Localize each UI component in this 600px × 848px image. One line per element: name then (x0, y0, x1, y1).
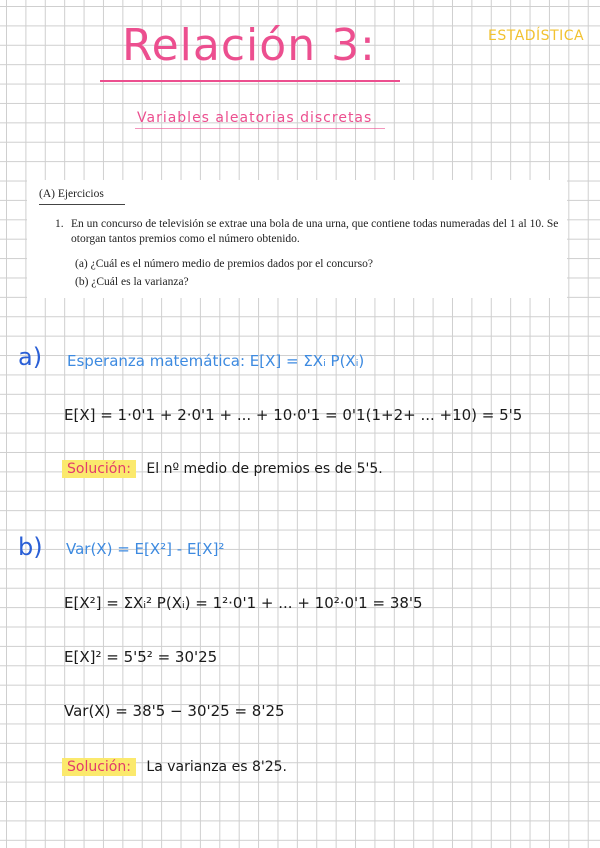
part-a-solution (62, 461, 383, 477)
question-a: (a) ¿Cuál es el número medio de premios dados por el concurso? (75, 258, 373, 270)
solution-label: Solución: (62, 758, 136, 776)
section-label: (A) Ejercicios (39, 188, 104, 200)
solution-text: El nº medio de premios es de 5'5. (146, 461, 383, 477)
part-b-solution (62, 759, 287, 775)
part-a-label: a) (18, 343, 43, 371)
part-b-label: b) (18, 533, 43, 561)
problem-text: En un concurso de televisión se extrae una bola de una urna, que contiene todas numeradas del 1 al 10. Se otorgan tantos premios como el número obtenido. (71, 218, 559, 245)
part-b-equation-2: E[X]² = 5'5² = 30'25 (64, 648, 218, 666)
part-b-equation-3: Var(X) = 38'5 − 30'25 = 8'25 (64, 702, 285, 720)
page-subtitle: Variables aleatorias discretas (137, 110, 373, 126)
page-title: Relación 3: (122, 20, 376, 71)
solution-text: La varianza es 8'25. (146, 759, 287, 775)
solution-label: Solución: (62, 460, 136, 478)
subject-label: ESTADÍSTICA (488, 28, 585, 44)
problem-number: 1. (55, 218, 64, 230)
subtitle-underline (135, 128, 385, 129)
part-a-equation: E[X] = 1·0'1 + 2·0'1 + ... + 10·0'1 = 0'1(1+2+ ... +10) = 5'5 (64, 406, 523, 424)
problem-statement (55, 217, 560, 247)
title-underline (100, 80, 400, 82)
part-b-equation-1: E[X²] = ΣXᵢ² P(Xᵢ) = 1²·0'1 + ... + 10²·0'1 = 38'5 (64, 594, 423, 612)
exercise-box (27, 180, 567, 298)
question-b: (b) ¿Cuál es la varianza? (75, 276, 189, 288)
section-rule (39, 204, 125, 205)
part-b-heading: Var(X) = E[X²] - E[X]² (66, 540, 225, 558)
part-a-heading: Esperanza matemática: E[X] = ΣXᵢ P(Xᵢ) (67, 352, 365, 370)
